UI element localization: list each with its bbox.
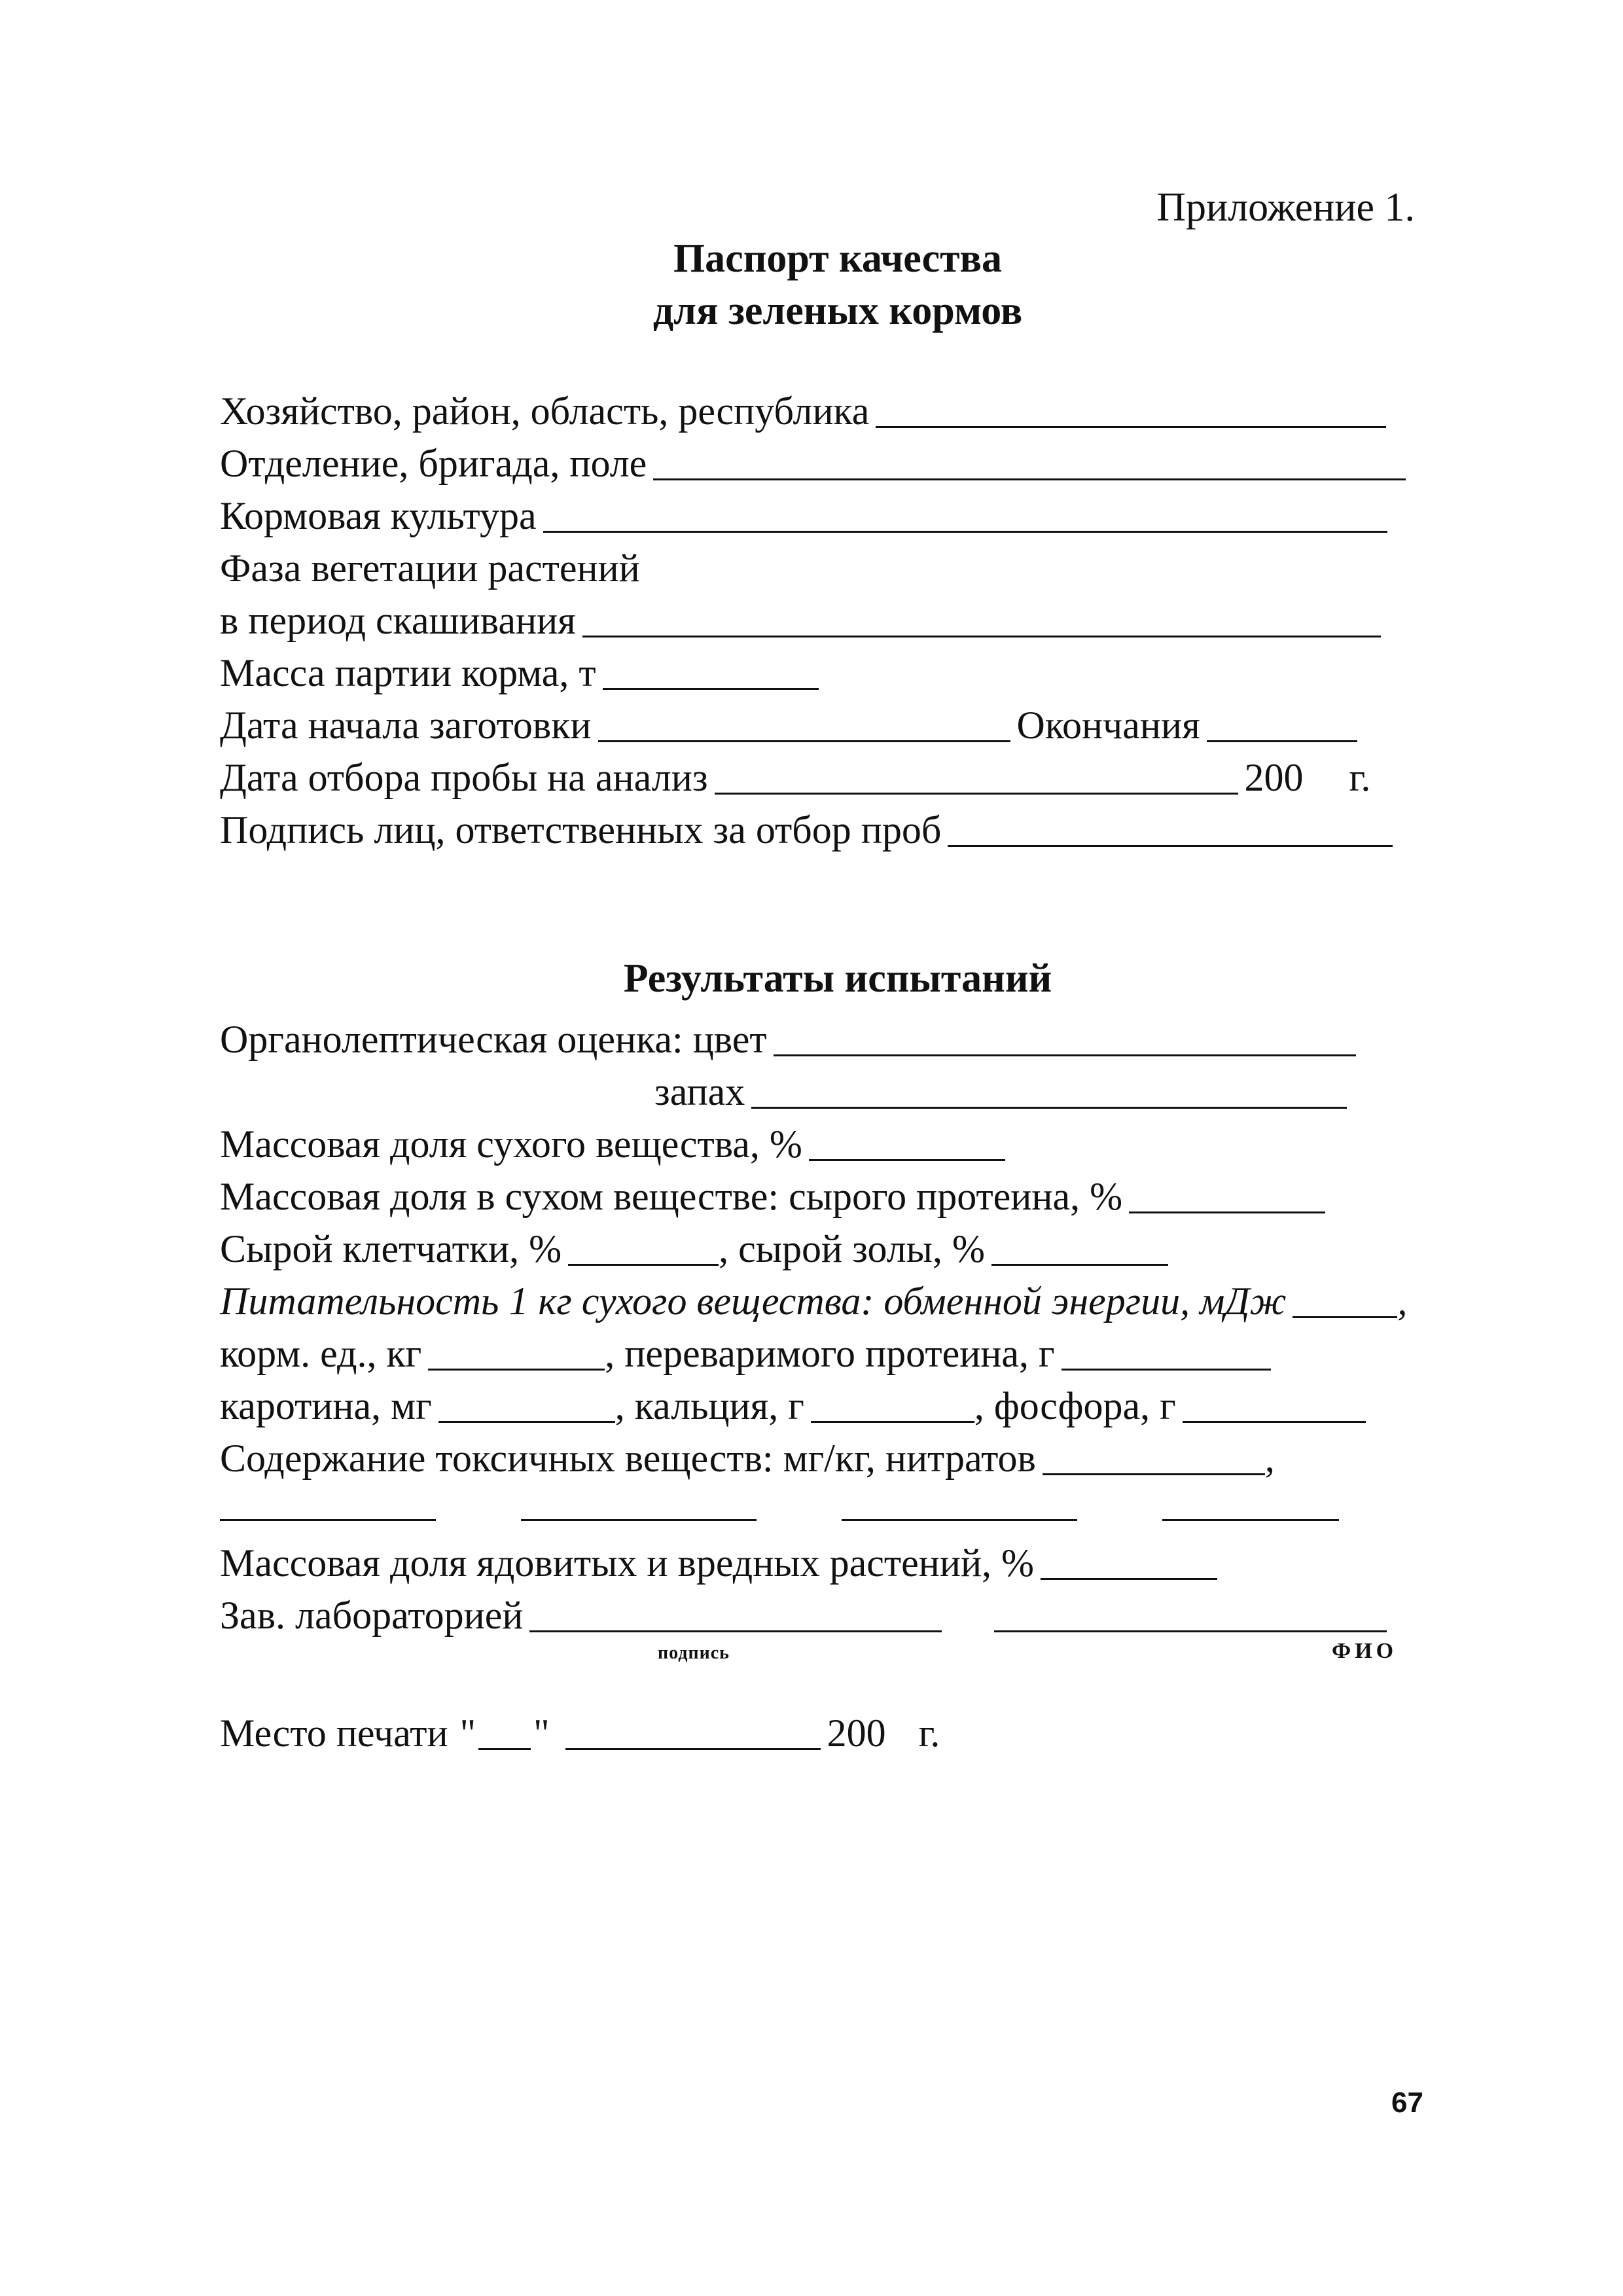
page-number: 67 [1391,2087,1423,2119]
phase-row-2 [220,589,1387,641]
phase-row-1 [220,537,640,589]
poisonous-label: Массовая доля ядовитых и вредных растений, % [220,1541,1035,1585]
poisonous-row [220,1532,1224,1584]
phosphorus-field[interactable] [1183,1421,1366,1423]
lab-head-row [220,1584,1393,1636]
crude-ash-field[interactable] [991,1264,1168,1266]
calcium-label: , кальция, г [615,1384,804,1427]
crude-protein-field[interactable] [1129,1211,1325,1213]
batch-mass-field[interactable] [603,688,819,690]
digestible-protein-label: , переваримого протеина, г [605,1332,1055,1375]
signature-label: Подпись лиц, ответственных за отбор проб [220,808,942,852]
dry-matter-row [220,1113,1012,1165]
seal-year: 200 [827,1712,886,1755]
end-date-field[interactable] [1207,740,1357,742]
phase-field[interactable] [582,636,1381,637]
sample-year: 200 [1244,756,1304,799]
appendix-label: Приложение 1. [1156,185,1415,230]
phase-label-line-2: в период скашивания [220,599,576,642]
farm-field[interactable] [876,426,1386,428]
sample-date-field[interactable] [715,793,1238,795]
toxic-label: Содержание токсичных веществ: мг/кг, нитратов [220,1437,1036,1480]
seal-quote-close: " [533,1712,550,1755]
sample-date-row [220,746,1370,798]
batch-mass-row [220,641,825,694]
crude-protein-row [220,1165,1332,1217]
calcium-field[interactable] [811,1421,974,1423]
title-line-1: Паспорт качества [673,236,1003,281]
dry-matter-field[interactable] [809,1159,1005,1161]
department-label: Отделение, бригада, поле [220,442,647,485]
crop-row [220,484,1394,537]
results-heading: Результаты испытаний [623,956,1052,1001]
toxic-extra-field-2[interactable] [521,1519,757,1521]
toxic-comma: , [1264,1437,1275,1480]
crop-field[interactable] [543,531,1387,533]
dates-row [220,694,1364,746]
crude-ash-label: , сырой золы, % [719,1227,985,1270]
crop-label: Кормовая культура [220,494,537,537]
seal-row [220,1702,940,1754]
name-caption: ФИО [1332,1639,1398,1663]
energy-field[interactable] [1293,1316,1397,1318]
phase-label-line-1: Фаза вегетации растений [220,547,640,590]
minerals-row [220,1374,1372,1427]
seal-month-field[interactable] [565,1748,821,1750]
seal-year-suffix: г. [918,1712,940,1755]
crude-fiber-field[interactable] [568,1264,719,1266]
seal-day-field[interactable] [478,1748,531,1750]
carotene-field[interactable] [438,1421,615,1423]
farm-row [220,380,1393,432]
feed-units-label: корм. ед., кг [220,1332,422,1375]
toxic-extra-field-4[interactable] [1162,1519,1339,1521]
batch-mass-label: Масса партии корма, т [220,651,596,694]
lab-head-signature-field[interactable] [529,1630,942,1632]
start-date-field[interactable] [598,740,1010,742]
toxic-extra-field-3[interactable] [842,1519,1077,1521]
signature-field[interactable] [948,845,1393,847]
poisonous-field[interactable] [1041,1578,1217,1580]
department-row [220,432,1412,484]
end-date-label: Окончания [1016,704,1200,747]
nutrition-comma: , [1397,1280,1408,1323]
signature-caption: подпись [658,1643,730,1663]
color-field[interactable] [774,1054,1356,1056]
toxic-row [220,1427,1275,1479]
seal-quote-open: " [459,1712,476,1755]
nutrition-row [220,1270,1407,1322]
sample-date-label: Дата отбора пробы на анализ [220,756,708,799]
smell-label: запах [654,1070,745,1113]
organoleptic-row [220,1008,1363,1060]
crude-protein-label: Массовая доля в сухом веществе: сырого протеина, % [220,1175,1123,1218]
department-field[interactable] [653,478,1406,480]
smell-field[interactable] [751,1107,1347,1109]
smell-row [654,1060,1353,1113]
crude-fiber-label: Сырой клетчатки, % [220,1227,562,1270]
dry-matter-label: Массовая доля сухого вещества, % [220,1122,802,1166]
toxic-extra-row [220,1473,1346,1525]
start-date-label: Дата начала заготовки [220,704,592,747]
sample-year-suffix: г. [1349,756,1371,799]
feed-units-row [220,1322,1277,1374]
lab-head-label: Зав. лабораторией [220,1594,524,1637]
phosphorus-label: , фосфора, г [974,1384,1176,1427]
title-line-2: для зеленых кормов [652,289,1023,333]
organoleptic-color-label: Органолептическая оценка: цвет [220,1018,767,1061]
lab-head-name-field[interactable] [994,1630,1387,1632]
seal-label: Место печати [220,1712,448,1755]
farm-label: Хозяйство, район, область, республика [220,389,870,433]
digestible-protein-field[interactable] [1061,1369,1271,1371]
nutrition-label: Питательность 1 кг сухого вещества: обменной энергии, мДж [220,1280,1287,1323]
fiber-ash-row [220,1217,1175,1270]
signature-row [220,798,1399,851]
carotene-label: каротина, мг [220,1384,432,1427]
feed-units-field[interactable] [428,1369,605,1371]
toxic-extra-field-1[interactable] [220,1519,436,1521]
